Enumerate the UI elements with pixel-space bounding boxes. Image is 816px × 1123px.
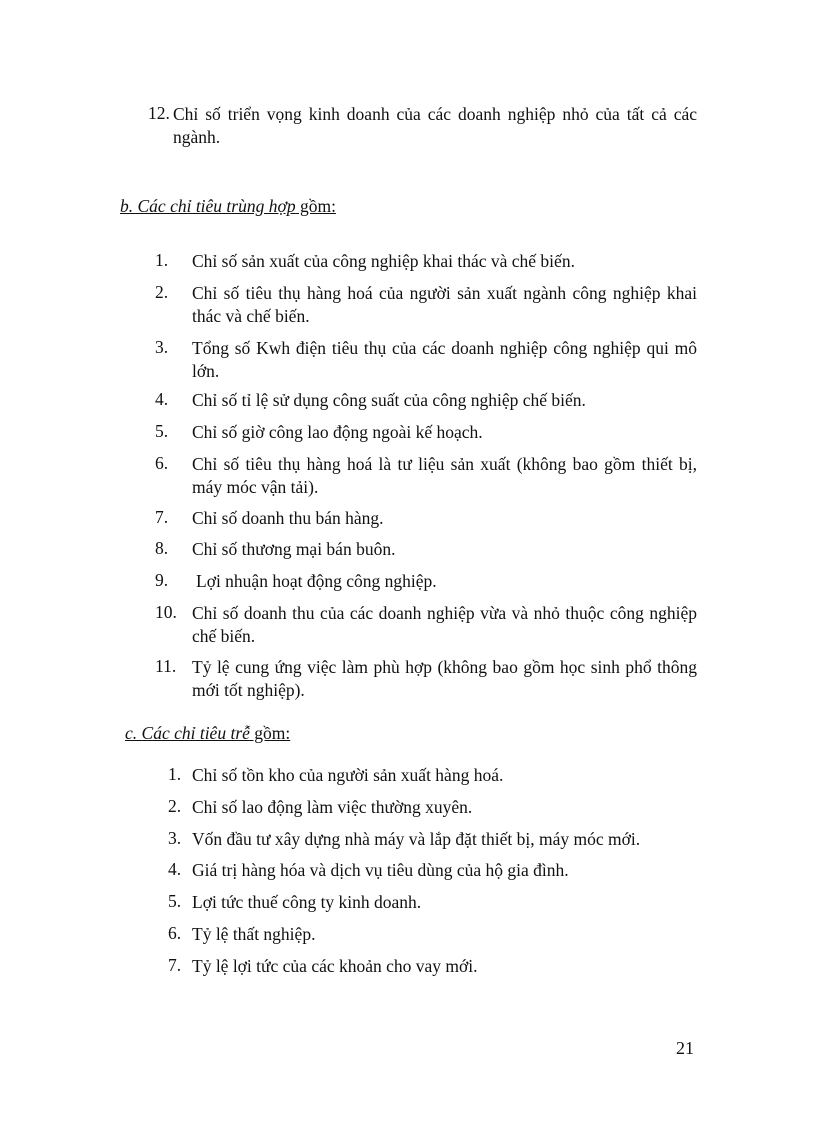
list-item-text: Tỷ lệ thất nghiệp. [192,924,316,944]
list-item-text: Chỉ số tồn kho của người sản xuất hàng hoá. [192,765,504,785]
list-item-number: 4. [168,859,182,879]
list-item-number: 2. [168,796,182,816]
list-item-text: Lợi tức thuế công ty kinh doanh. [192,892,422,912]
list-item-number: 7. [155,507,169,527]
section-b-heading-rest: gồm: [295,196,336,216]
list-item-text: Chỉ số giờ công lao động ngoài kế hoạch. [192,422,483,442]
list-item-number: 9. [155,570,169,590]
list-item-number: 3. [155,337,169,357]
section-c-heading-rest: gồm: [249,723,291,743]
section-c-heading [125,723,290,744]
list-item-text: Chỉ số tỉ lệ sử dụng công suất của công nghiệp chế biến. [192,390,586,410]
list-item-text: Chỉ số tiêu thụ hàng hoá của người sản xuất ngành công nghiệp khai thác và chế biến. [192,283,697,326]
section-c-heading-italic: c. Các chỉ tiêu trễ [125,723,250,743]
list-item-text: Lợi nhuận hoạt động công nghiệp. [196,571,437,591]
list-item-number: 2. [155,282,169,302]
list-item-number: 11. [155,656,177,676]
list-item-text: Chỉ số triển vọng kinh doanh của các doanh nghiệp nhỏ của tất cả các ngành. [173,104,697,147]
list-item-number: 7. [168,955,182,975]
list-item-text: Tỷ lệ cung ứng việc làm phù hợp (không bao gồm học sinh phổ thông mới tốt nghiệp). [192,657,697,700]
list-item-number: 6. [155,453,169,473]
section-b-heading-italic: b. Các chỉ tiêu trùng hợp [120,196,296,216]
list-item-number: 10. [155,602,177,622]
list-item-text: Vốn đầu tư xây dựng nhà máy và lắp đặt thiết bị, máy móc mới. [192,829,641,849]
list-item-text: Tổng số Kwh điện tiêu thụ của các doanh nghiệp công nghiệp qui mô lớn. [192,338,697,381]
list-item-text: Chỉ số doanh thu bán hàng. [192,508,384,528]
list-item-text: Tỷ lệ lợi tức của các khoản cho vay mới. [192,956,478,976]
page-number: 21 [676,1038,694,1058]
list-item-text: Chỉ số lao động làm việc thường xuyên. [192,797,473,817]
list-item-number: 4. [155,389,169,409]
list-item-number: 5. [155,421,169,441]
list-item-text: Chỉ số doanh thu của các doanh nghiệp vừa và nhỏ thuộc công nghiệp chế biến. [192,603,697,646]
list-item-number: 3. [168,828,182,848]
list-item-number: 1. [155,250,169,270]
list-item-text: Giá trị hàng hóa và dịch vụ tiêu dùng của hộ gia đình. [192,860,569,880]
list-item-number: 6. [168,923,182,943]
list-item-number: 5. [168,891,182,911]
list-item-number: 8. [155,538,169,558]
list-item-text: Chỉ số tiêu thụ hàng hoá là tư liệu sản xuất (không bao gồm thiết bị, máy móc vận tải). [192,454,697,497]
section-b-heading [120,196,336,217]
list-item-text: Chỉ số sản xuất của công nghiệp khai thác và chế biến. [192,251,575,271]
list-item-text: Chỉ số thương mại bán buôn. [192,539,396,559]
list-item-number: 1. [168,764,182,784]
list-item-number: 12. [148,103,170,123]
